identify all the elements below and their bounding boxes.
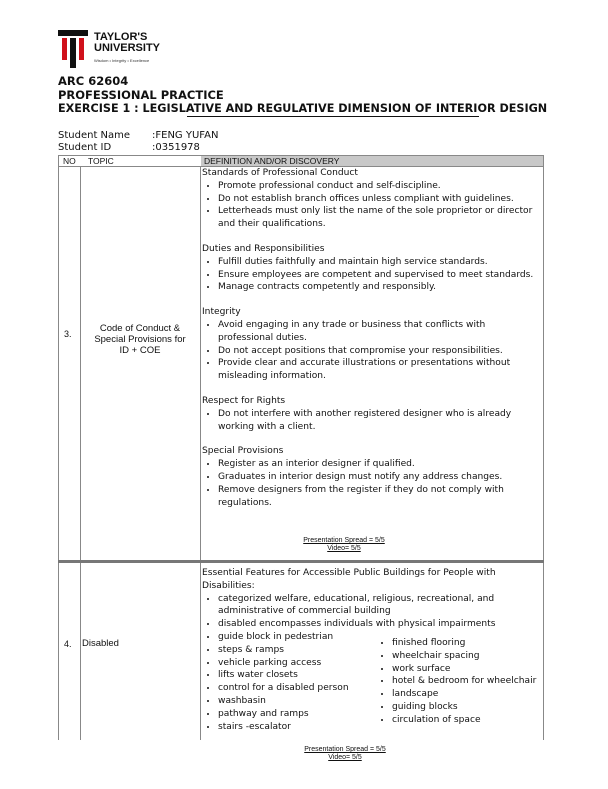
list-item: • steps & ramps <box>218 644 376 657</box>
row4-number: 4. <box>64 639 72 649</box>
table-border-left <box>58 167 59 740</box>
col-divider-1 <box>80 167 81 740</box>
row4-topic: Disabled <box>82 638 119 649</box>
student-id-label: Student ID <box>58 142 112 153</box>
student-id-row <box>58 142 200 153</box>
header-definition: DEFINITION AND/OR DISCOVERY <box>204 156 340 166</box>
list-item: • Do not establish branch offices unless compliant with guidelines. <box>218 193 542 206</box>
list-item: • Ensure employees are competent and supervised to meet standards. <box>218 269 542 282</box>
student-name-value: :FENG YUFAN <box>152 130 219 141</box>
exercise-underline <box>187 116 479 117</box>
list-item: • guiding blocks <box>392 701 536 714</box>
section-title: Respect for Rights <box>202 395 286 406</box>
list-item: • Avoid engaging in any trade or business that conflicts with professional duties. <box>218 319 542 345</box>
list-item: • lifts water closets <box>218 669 376 682</box>
feature-columns <box>202 631 542 733</box>
list-item: • hotel & bedroom for wheelchair <box>392 675 536 688</box>
course-title: PROFESSIONAL PRACTICE <box>58 88 224 102</box>
row3-score <box>284 537 404 553</box>
list-item: • finished flooring <box>392 637 536 650</box>
section-title: Standards of Professional Conduct <box>202 168 358 178</box>
list-item: • Remove designers from the register if they do not comply with regulations. <box>218 484 542 510</box>
presentation-score: Presentation Spread = 5/5 <box>304 746 386 753</box>
list-item: • pathway and ramps <box>218 708 376 721</box>
exercise-title: EXERCISE 1 : LEGISLATIVE AND REGULATIVE DIMENSION OF INTERIOR DESIGN <box>58 102 548 115</box>
list-item: • Manage contracts competently and responsibly. <box>218 281 542 294</box>
student-name-label: Student Name <box>58 130 131 141</box>
col-divider-2 <box>200 167 201 740</box>
list-item: • Provide clear and accurate illustrations or presentations without misleading information. <box>218 357 542 383</box>
table-header-row <box>58 155 544 167</box>
taylors-logo-icon <box>58 30 88 68</box>
list-item: • wheelchair spacing <box>392 650 536 663</box>
row4-definition <box>202 567 542 733</box>
section-title: Integrity <box>202 307 241 318</box>
list-item: • Do not accept positions that compromise your responsibilities. <box>218 345 542 358</box>
section-special-provisions <box>202 445 542 509</box>
list-item: • circulation of space <box>392 714 536 727</box>
section-title: Special Provisions <box>202 446 284 457</box>
header-no: NO <box>63 156 76 166</box>
presentation-score: Presentation Spread = 5/5 <box>303 537 385 544</box>
list-item: • washbasin <box>218 695 376 708</box>
row4-intro: Essential Features for Accessible Public Buildings for People with Disabilities: <box>202 568 496 591</box>
row-divider <box>58 560 544 563</box>
section-duties <box>202 243 542 294</box>
row3-number: 3. <box>64 329 72 339</box>
row3-definition <box>202 167 542 509</box>
student-name-row <box>58 130 219 141</box>
video-score: Video= 5/5 <box>328 754 362 761</box>
list-item: • stairs -escalator <box>218 721 376 734</box>
list-item: • vehicle parking access <box>218 657 376 670</box>
course-code: ARC 62604 <box>58 74 129 88</box>
list-item: • Register as an interior designer if qualified. <box>218 458 542 471</box>
list-item: • guide block in pedestrian <box>218 631 376 644</box>
row3-topic: Code of Conduct & Special Provisions for ID + COE <box>94 323 186 356</box>
header-topic: TOPIC <box>88 156 114 166</box>
student-id-value: :0351978 <box>152 142 200 153</box>
list-item: • Graduates in interior design must notify any address changes. <box>218 471 542 484</box>
list-item: • Promote professional conduct and self-discipline. <box>218 180 542 193</box>
row4-score <box>285 746 405 762</box>
feature-list-left <box>202 631 376 733</box>
list-item: • Letterheads must only list the name of the sole proprietor or director and their qualifications. <box>218 205 542 231</box>
section-integrity <box>202 306 542 383</box>
list-item: • categorized welfare, educational, religious, recreational, and administrative of commercial building <box>218 593 542 619</box>
logo-tagline: Wisdom • Integrity • Excellence <box>94 58 150 63</box>
list-item: • disabled encompasses individuals with physical impairments <box>218 618 542 631</box>
list-item: • landscape <box>392 688 536 701</box>
section-standards <box>202 167 542 231</box>
list-item: • Fulfill duties faithfully and maintain high service standards. <box>218 256 542 269</box>
university-logo <box>58 30 172 70</box>
section-title: Duties and Responsibilities <box>202 243 325 254</box>
video-score: Video= 5/5 <box>327 545 361 552</box>
table-border-right <box>543 167 544 740</box>
logo-name: TAYLOR'S UNIVERSITY <box>94 31 161 54</box>
feature-list-right <box>376 637 536 733</box>
list-item: • control for a disabled person <box>218 682 376 695</box>
section-respect <box>202 395 542 433</box>
list-item: • Do not interfere with another registered designer who is already working with a client. <box>218 408 542 434</box>
list-item: • work surface <box>392 663 536 676</box>
